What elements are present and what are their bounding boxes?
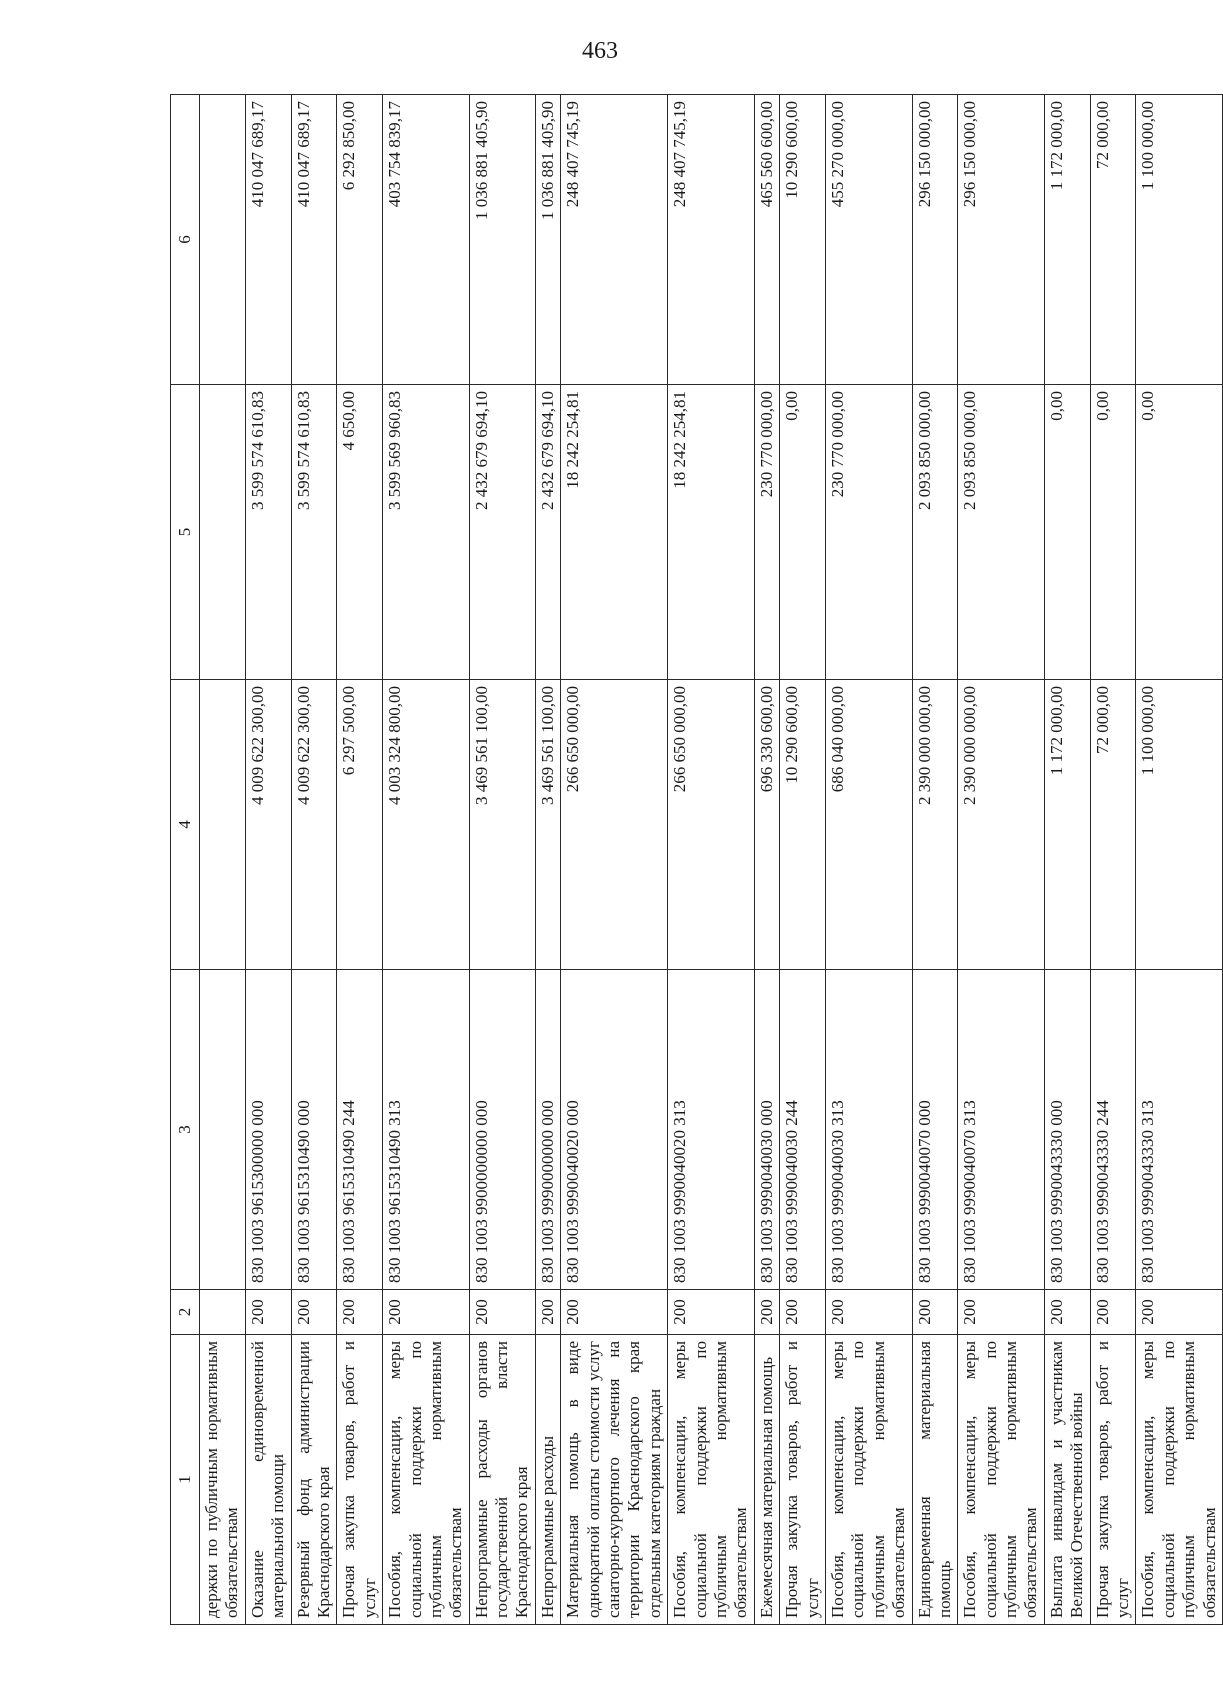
cell-column-2: 200 bbox=[912, 1290, 958, 1335]
cell-column-5-amount: 230 770 000,00 bbox=[825, 385, 912, 680]
header-col-5: 5 bbox=[171, 385, 200, 680]
cell-budget-code: 830 1003 9615300000 000 bbox=[245, 970, 291, 1290]
table-row bbox=[535, 95, 560, 1625]
cell-budget-code: 830 1003 9990040030 313 bbox=[825, 970, 912, 1290]
cell-column-6-amount: 296 150 000,00 bbox=[912, 95, 958, 385]
cell-column-6-amount: 10 290 600,00 bbox=[780, 95, 826, 385]
table-row bbox=[200, 95, 246, 1625]
cell-description: Непрограммные расходы bbox=[535, 1335, 560, 1625]
cell-column-2: 200 bbox=[668, 1290, 755, 1335]
cell-description: Резервный фонд администрации Краснодарского края bbox=[291, 1335, 337, 1625]
cell-description: Пособия, компенсации, меры социальной поддержки по публичным нормативным обязательствам bbox=[383, 1335, 470, 1625]
cell-column-6-amount: 72 000,00 bbox=[1090, 95, 1136, 385]
table-row bbox=[469, 95, 535, 1625]
cell-column-4-amount: 266 650 000,00 bbox=[668, 680, 755, 970]
table-row bbox=[668, 95, 755, 1625]
cell-column-2: 200 bbox=[780, 1290, 826, 1335]
table-row bbox=[337, 95, 383, 1625]
cell-description: держки по публичным нормативным обязательствам bbox=[200, 1335, 246, 1625]
cell-description: Единовременная материальная помощь bbox=[912, 1335, 958, 1625]
cell-budget-code: 830 1003 9990040070 000 bbox=[912, 970, 958, 1290]
table-row bbox=[291, 95, 337, 1625]
page-number: 463 bbox=[582, 38, 618, 64]
cell-column-5-amount: 2 093 850 000,00 bbox=[958, 385, 1045, 680]
cell-column-2: 200 bbox=[469, 1290, 535, 1335]
cell-column-4-amount: 2 390 000 000,00 bbox=[958, 680, 1045, 970]
cell-column-6-amount bbox=[200, 95, 246, 385]
cell-column-2: 200 bbox=[1044, 1290, 1090, 1335]
cell-column-5-amount: 0,00 bbox=[780, 385, 826, 680]
cell-column-2: 200 bbox=[958, 1290, 1045, 1335]
header-col-1: 1 bbox=[171, 1335, 200, 1625]
cell-column-4-amount: 1 172 000,00 bbox=[1044, 680, 1090, 970]
table-row bbox=[1090, 95, 1136, 1625]
cell-column-2: 200 bbox=[754, 1290, 779, 1335]
cell-budget-code: 830 1003 9990043330 000 bbox=[1044, 970, 1090, 1290]
header-col-6: 6 bbox=[171, 95, 200, 385]
cell-description: Пособия, компенсации, меры социальной поддержки по публичным нормативным обязательствам bbox=[958, 1335, 1045, 1625]
cell-column-5-amount: 3 599 574 610,83 bbox=[245, 385, 291, 680]
table-row bbox=[561, 95, 668, 1625]
cell-column-6-amount: 1 036 881 405,90 bbox=[535, 95, 560, 385]
header-col-2: 2 bbox=[171, 1290, 200, 1335]
cell-budget-code: 830 1003 9615310490 000 bbox=[291, 970, 337, 1290]
cell-column-2: 200 bbox=[291, 1290, 337, 1335]
cell-budget-code: 830 1003 9990040070 313 bbox=[958, 970, 1045, 1290]
cell-budget-code: 830 1003 9990040030 244 bbox=[780, 970, 826, 1290]
cell-column-5-amount: 0,00 bbox=[1044, 385, 1090, 680]
cell-budget-code: 830 1003 9615310490 313 bbox=[383, 970, 470, 1290]
cell-column-5-amount: 2 093 850 000,00 bbox=[912, 385, 958, 680]
table-rotation-frame bbox=[170, 95, 1219, 1625]
cell-column-6-amount: 6 292 850,00 bbox=[337, 95, 383, 385]
budget-table bbox=[170, 94, 1223, 1625]
cell-column-5-amount: 3 599 569 960,83 bbox=[383, 385, 470, 680]
cell-column-5-amount: 18 242 254,81 bbox=[668, 385, 755, 680]
cell-budget-code: 830 1003 9900000000 000 bbox=[469, 970, 535, 1290]
cell-column-4-amount: 10 290 600,00 bbox=[780, 680, 826, 970]
header-row bbox=[171, 95, 200, 1625]
cell-description: Пособия, компенсации, меры социальной поддержки по публичным нормативным обязательствам bbox=[668, 1335, 755, 1625]
cell-column-4-amount: 696 330 600,00 bbox=[754, 680, 779, 970]
cell-budget-code: 830 1003 9990043330 244 bbox=[1090, 970, 1136, 1290]
cell-description: Прочая закупка товаров, работ и услуг bbox=[780, 1335, 826, 1625]
cell-column-6-amount: 1 100 000,00 bbox=[1136, 95, 1223, 385]
cell-column-5-amount: 2 432 679 694,10 bbox=[535, 385, 560, 680]
table-row bbox=[383, 95, 470, 1625]
cell-budget-code: 830 1003 9615310490 244 bbox=[337, 970, 383, 1290]
cell-column-4-amount: 4 009 622 300,00 bbox=[291, 680, 337, 970]
cell-column-2: 200 bbox=[337, 1290, 383, 1335]
cell-column-5-amount bbox=[200, 385, 246, 680]
cell-budget-code: 830 1003 9990040030 000 bbox=[754, 970, 779, 1290]
cell-column-2: 200 bbox=[383, 1290, 470, 1335]
cell-column-2: 200 bbox=[535, 1290, 560, 1335]
table-row bbox=[1044, 95, 1090, 1625]
header-col-3: 3 bbox=[171, 970, 200, 1290]
cell-column-4-amount: 6 297 500,00 bbox=[337, 680, 383, 970]
cell-column-2: 200 bbox=[1090, 1290, 1136, 1335]
cell-budget-code: 830 1003 9990000000 000 bbox=[535, 970, 560, 1290]
cell-column-6-amount: 410 047 689,17 bbox=[245, 95, 291, 385]
table-row bbox=[245, 95, 291, 1625]
cell-column-6-amount: 403 754 839,17 bbox=[383, 95, 470, 385]
cell-budget-code: 830 1003 9990040020 313 bbox=[668, 970, 755, 1290]
cell-column-2: 200 bbox=[825, 1290, 912, 1335]
cell-column-6-amount: 410 047 689,17 bbox=[291, 95, 337, 385]
cell-column-4-amount: 3 469 561 100,00 bbox=[469, 680, 535, 970]
cell-budget-code: 830 1003 9990040020 000 bbox=[561, 970, 668, 1290]
cell-column-4-amount: 1 100 000,00 bbox=[1136, 680, 1223, 970]
table-row bbox=[825, 95, 912, 1625]
cell-column-4-amount: 2 390 000 000,00 bbox=[912, 680, 958, 970]
rotated-table-container bbox=[170, 95, 1219, 1625]
cell-column-6-amount: 248 407 745,19 bbox=[668, 95, 755, 385]
cell-column-5-amount: 0,00 bbox=[1136, 385, 1223, 680]
cell-description: Пособия, компенсации, меры социальной поддержки по публичным нормативным обязательствам bbox=[1136, 1335, 1223, 1625]
cell-column-2 bbox=[200, 1290, 246, 1335]
cell-column-4-amount: 4 003 324 800,00 bbox=[383, 680, 470, 970]
cell-column-6-amount: 465 560 600,00 bbox=[754, 95, 779, 385]
cell-budget-code: 830 1003 9990043330 313 bbox=[1136, 970, 1223, 1290]
cell-column-5-amount: 18 242 254,81 bbox=[561, 385, 668, 680]
table-row bbox=[958, 95, 1045, 1625]
cell-column-6-amount: 455 270 000,00 bbox=[825, 95, 912, 385]
cell-column-4-amount: 266 650 000,00 bbox=[561, 680, 668, 970]
cell-column-4-amount: 4 009 622 300,00 bbox=[245, 680, 291, 970]
cell-budget-code bbox=[200, 970, 246, 1290]
cell-description: Выплата инвалидам и участникам Великой Отечественной войны bbox=[1044, 1335, 1090, 1625]
table-row bbox=[912, 95, 958, 1625]
cell-description: Прочая закупка товаров, работ и услуг bbox=[337, 1335, 383, 1625]
table-body bbox=[200, 95, 1223, 1625]
cell-description: Материальная помощь в виде однократной оплаты стоимости услуг санаторно-курортного лечения на территории Краснодарского края отдельным категориям граждан bbox=[561, 1335, 668, 1625]
cell-description: Оказание единовременной материальной помощи bbox=[245, 1335, 291, 1625]
cell-description: Непрограммные расходы органов государственной власти Краснодарского края bbox=[469, 1335, 535, 1625]
cell-column-2: 200 bbox=[245, 1290, 291, 1335]
cell-column-4-amount: 3 469 561 100,00 bbox=[535, 680, 560, 970]
cell-column-4-amount bbox=[200, 680, 246, 970]
cell-description: Пособия, компенсации, меры социальной поддержки по публичным нормативным обязательствам bbox=[825, 1335, 912, 1625]
cell-description: Ежемесячная материальная помощь bbox=[754, 1335, 779, 1625]
cell-column-5-amount: 4 650,00 bbox=[337, 385, 383, 680]
cell-column-5-amount: 3 599 574 610,83 bbox=[291, 385, 337, 680]
cell-column-6-amount: 1 172 000,00 bbox=[1044, 95, 1090, 385]
header-col-4: 4 bbox=[171, 680, 200, 970]
cell-description: Прочая закупка товаров, работ и услуг bbox=[1090, 1335, 1136, 1625]
cell-column-5-amount: 2 432 679 694,10 bbox=[469, 385, 535, 680]
table-row bbox=[780, 95, 826, 1625]
cell-column-5-amount: 0,00 bbox=[1090, 385, 1136, 680]
cell-column-4-amount: 72 000,00 bbox=[1090, 680, 1136, 970]
cell-column-6-amount: 248 407 745,19 bbox=[561, 95, 668, 385]
cell-column-5-amount: 230 770 000,00 bbox=[754, 385, 779, 680]
table-row bbox=[1136, 95, 1223, 1625]
cell-column-2: 200 bbox=[1136, 1290, 1223, 1335]
cell-column-4-amount: 686 040 000,00 bbox=[825, 680, 912, 970]
cell-column-6-amount: 1 036 881 405,90 bbox=[469, 95, 535, 385]
table-row bbox=[754, 95, 779, 1625]
cell-column-2: 200 bbox=[561, 1290, 668, 1335]
cell-column-6-amount: 296 150 000,00 bbox=[958, 95, 1045, 385]
